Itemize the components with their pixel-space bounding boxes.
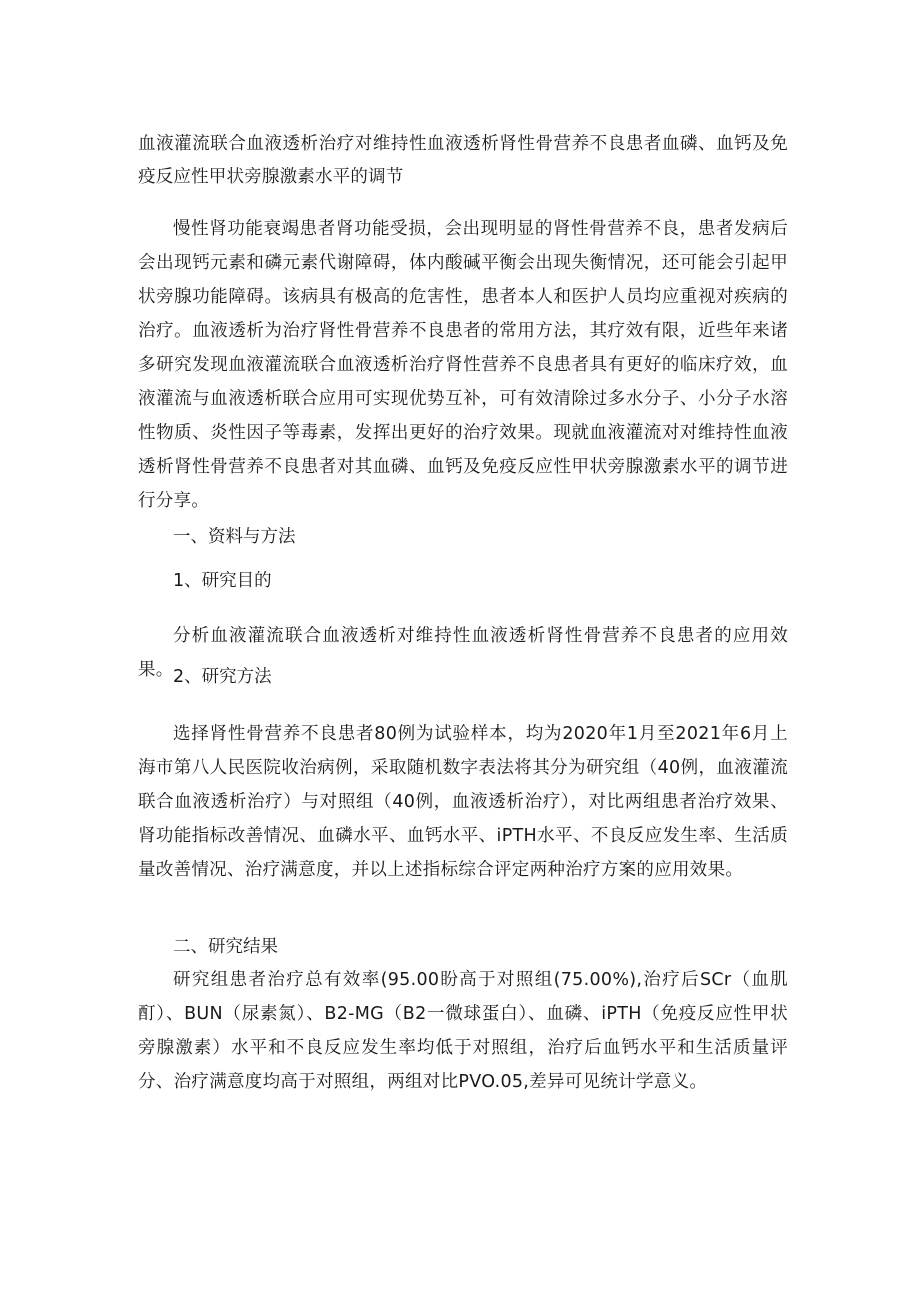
intro-paragraph: 慢性肾功能衰竭患者肾功能受损，会出现明显的肾性骨营养不良，患者发病后会出现钙元素和磷元素代谢障碍，体内酸碱平衡会出现失衡情况，还可能会引起甲状旁腺功能障碍。该病具有极高的危害性，患者本人和医护人员均应重视对疾病的治疗。血液透析为治疗肾性骨营养不良患者的常用方法，其疗效有限，近些年来诸多研究发现血液灌流联合血液透析治疗肾性营养不良患者具有更好的临床疗效，血液灌流与血液透析联合应用可实现优势互补，可有效清除过多水分子、小分子水溶性物质、炎性因子等毒素，发挥出更好的治疗效果。现就血液灌流对对维持性血液透析肾性骨营养不良患者对其血磷、血钙及免疫反应性甲状旁腺激素水平的调节进行分享。 [138, 219, 788, 511]
subsection2-text: 选择肾性骨营养不良患者80例为试验样本，均为2020年1月至2021年6月上海市第八人民医院收治病例，采取随机数字表法将其分为研究组（40例，血液灌流联合血液透析治疗）与对照组（40例，血液透析治疗），对比两组患者治疗效果、肾功能指标改善情况、血磷水平、血钙水平、iPTH水平、不良反应发生率、生活质量改善情况、治疗满意度，并以上述指标综合评定两种治疗方案的应用效果。 [138, 724, 788, 880]
section1-heading: 一、资料与方法 [173, 527, 296, 547]
results-paragraph: 研究组患者治疗总有效率(95.00盼高于对照组(75.00%),治疗后SCr（血肌酊）、BUN（尿素氮）、B2-MG（B2一微球蛋白）、血磷、iPTH（免疫反应性甲状旁腺激素）水平和不良反应发生率均低于对照组，治疗后血钙水平和生活质量评分、治疗满意度均高于对照组，两组对比PVO.05,差异可见统计学意义。 [138, 970, 788, 1092]
subsection1-text: 分析血液灌流联合血液透析对维持性血液透析肾性骨营养不良患者的应用效果。 [138, 626, 788, 680]
subsection1-heading: 1、研究目的 [173, 571, 272, 591]
subsection2-heading: 2、研究方法 [173, 667, 272, 687]
section2-heading: 二、研究结果 [173, 937, 278, 957]
document-title: 血液灌流联合血液透析治疗对维持性血液透析肾性骨营养不良患者血磷、血钙及免疫反应性甲状旁腺激素水平的调节 [138, 134, 788, 187]
